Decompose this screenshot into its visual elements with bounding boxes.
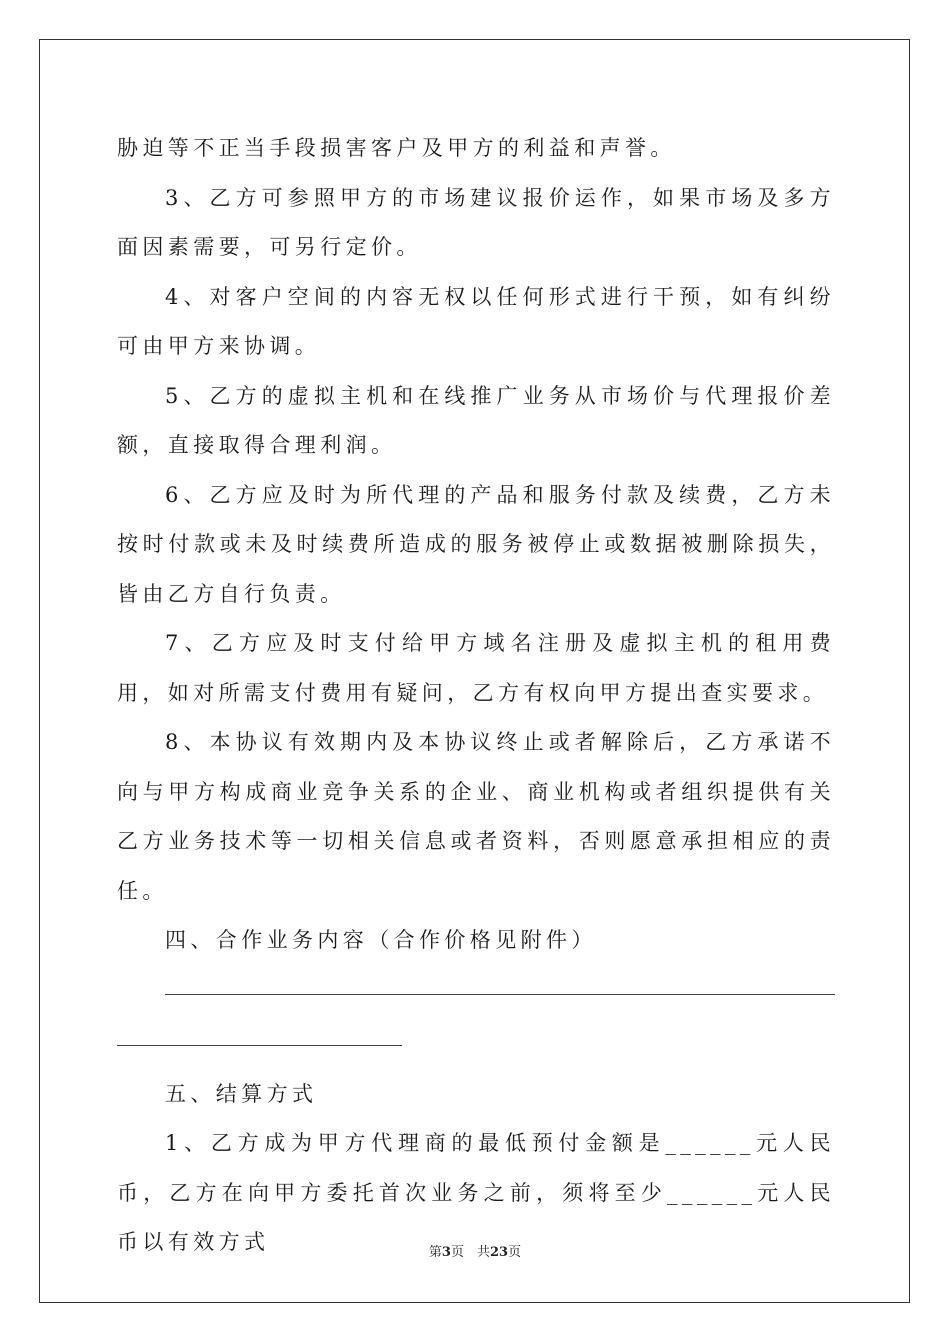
paragraph: 1、乙方成为甲方代理商的最低预付金额是______元人民币，乙方在向甲方委托首次业务之前，须将至少______元人民币以有效方式 [117,1131,835,1254]
paragraph: 8、本协议有效期内及本协议终止或者解除后，乙方承诺不向与甲方构成商业竞争关系的企业、商业机构或者组织提供有关乙方业务技术等一切相关信息或者资料，否则愿意承担相应的责任。 [117,730,835,903]
footer-suffix: 页 [508,1245,522,1260]
paragraph: 3、乙方可参照甲方的市场建议报价运作，如果市场及多方面因素需要，可另行定价。 [117,185,835,259]
section-heading: 四、合作业务内容（合作价格见附件） [165,928,597,952]
paragraph: 5、乙方的虚拟主机和在线推广业务从市场价与代理报价差额，直接取得合理利润。 [117,383,835,457]
blank-line [165,994,835,995]
footer-prefix: 第 [428,1245,442,1260]
page-number: 3 [441,1245,451,1260]
blank-line [117,1045,402,1046]
paragraph: 胁迫等不正当手段损害客户及甲方的利益和声誉。 [117,136,676,160]
paragraph: 4、对客户空间的内容无权以任何形式进行干预，如有纠纷可由甲方来协调。 [117,284,835,358]
paragraph: 7、乙方应及时支付给甲方域名注册及虚拟主机的租用费用，如对所需支付费用有疑问，乙方有权向甲方提出查实要求。 [117,631,835,705]
document-body [117,124,835,1268]
paragraph: 6、乙方应及时为所代理的产品和服务付款及续费，乙方未按时付款或未及时续费所造成的服务被停止或数据被删除损失，皆由乙方自行负责。 [117,482,835,606]
page-total: 23 [489,1245,509,1260]
fill-in-lines [117,966,835,1070]
footer-middle: 页 共 [450,1245,490,1260]
page-footer [0,1241,950,1260]
section-heading: 五、结算方式 [165,1081,318,1106]
